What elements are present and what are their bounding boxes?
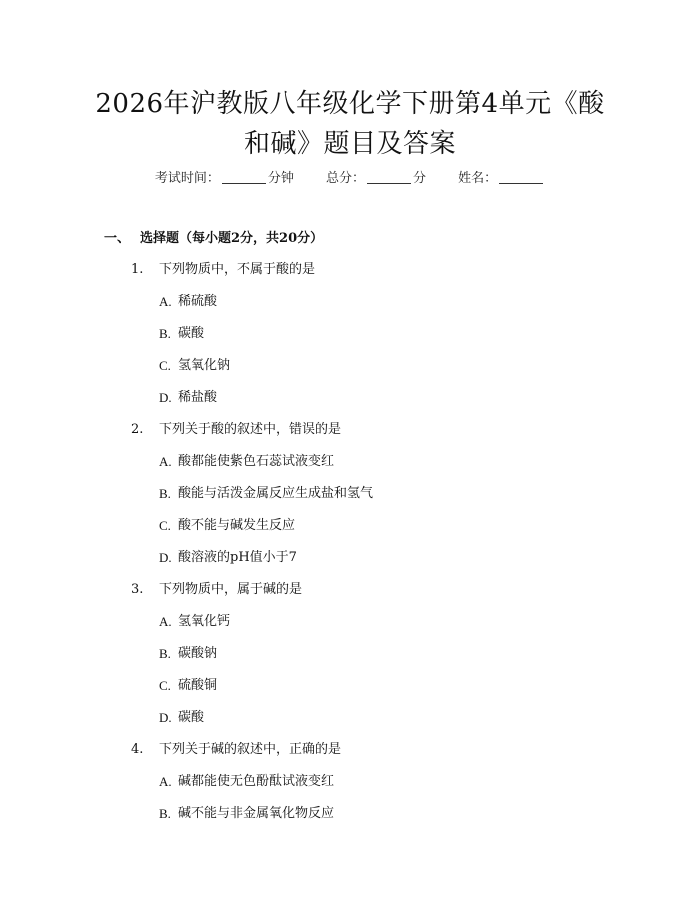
option-text: 酸不能与碱发生反应 — [178, 518, 296, 533]
option-label: A. — [159, 774, 172, 789]
score-label: 总分： — [325, 171, 365, 186]
time-unit: 分钟 — [267, 171, 294, 186]
question-number: 3. — [131, 582, 144, 597]
option-b — [0, 485, 700, 517]
exam-info — [0, 170, 700, 188]
option-a — [0, 293, 700, 325]
option-label: A. — [159, 454, 172, 469]
option-text: 氢氧化钙 — [178, 614, 231, 629]
option-text: 硫酸铜 — [178, 678, 218, 693]
option-text: 碳酸钠 — [178, 646, 218, 661]
option-text: 稀硫酸 — [178, 294, 218, 309]
option-text: 碳酸 — [178, 326, 205, 341]
question-list — [0, 261, 700, 837]
option-text: 碳酸 — [178, 710, 205, 725]
option-text: 氢氧化钠 — [178, 358, 231, 373]
option-label: D. — [159, 710, 172, 725]
question-text: 下列物质中，不属于酸的是 — [159, 262, 316, 277]
option-text: 碱不能与非金属氧化物反应 — [178, 806, 335, 821]
option-c — [0, 677, 700, 709]
option-label: C. — [159, 518, 171, 533]
option-label: B. — [159, 646, 171, 661]
option-b — [0, 645, 700, 677]
exam-time — [155, 170, 294, 188]
question-2 — [0, 421, 700, 453]
option-label: D. — [159, 550, 172, 565]
title-line-1: 2026年沪教版八年级化学下册第4单元《酸 — [95, 89, 605, 119]
student-name — [458, 170, 545, 188]
section-heading — [104, 230, 323, 248]
option-a — [0, 453, 700, 485]
question-number: 2. — [131, 422, 144, 437]
question-4 — [0, 741, 700, 773]
question-text: 下列关于酸的叙述中，错误的是 — [159, 422, 342, 437]
option-a — [0, 613, 700, 645]
option-b — [0, 805, 700, 837]
document-title — [0, 84, 700, 164]
option-a — [0, 773, 700, 805]
question-3 — [0, 581, 700, 613]
name-blank — [499, 171, 543, 184]
option-text: 酸能与活泼金属反应生成盐和氢气 — [178, 486, 374, 501]
question-text: 下列关于碱的叙述中，正确的是 — [159, 742, 342, 757]
option-d — [0, 549, 700, 581]
option-d — [0, 709, 700, 741]
time-blank — [222, 171, 266, 184]
name-label: 姓名： — [458, 171, 498, 186]
question-1 — [0, 261, 700, 293]
option-label: C. — [159, 358, 171, 373]
option-label: B. — [159, 326, 171, 341]
option-label: C. — [159, 678, 171, 693]
score-blank — [367, 171, 411, 184]
question-number: 1. — [131, 262, 144, 277]
option-text: 稀盐酸 — [178, 390, 218, 405]
option-label: A. — [159, 294, 172, 309]
option-label: B. — [159, 806, 171, 821]
score-unit: 分 — [413, 171, 427, 186]
option-text: 酸都能使紫色石蕊试液变红 — [178, 454, 335, 469]
section-title: 选择题（每小题2分，共20分） — [140, 231, 324, 246]
question-text: 下列物质中，属于碱的是 — [159, 582, 303, 597]
option-c — [0, 517, 700, 549]
title-line-2: 和碱》题目及答案 — [243, 129, 456, 159]
option-label: A. — [159, 614, 172, 629]
question-number: 4. — [131, 742, 144, 757]
option-c — [0, 357, 700, 389]
section-number: 一、 — [104, 231, 131, 246]
total-score — [326, 170, 426, 188]
option-b — [0, 325, 700, 357]
option-label: D. — [159, 390, 172, 405]
option-label: B. — [159, 486, 171, 501]
option-d — [0, 389, 700, 421]
option-text: 碱都能使无色酚酞试液变红 — [178, 774, 335, 789]
option-text: 酸溶液的pH值小于7 — [178, 550, 297, 565]
time-label: 考试时间： — [154, 171, 220, 186]
